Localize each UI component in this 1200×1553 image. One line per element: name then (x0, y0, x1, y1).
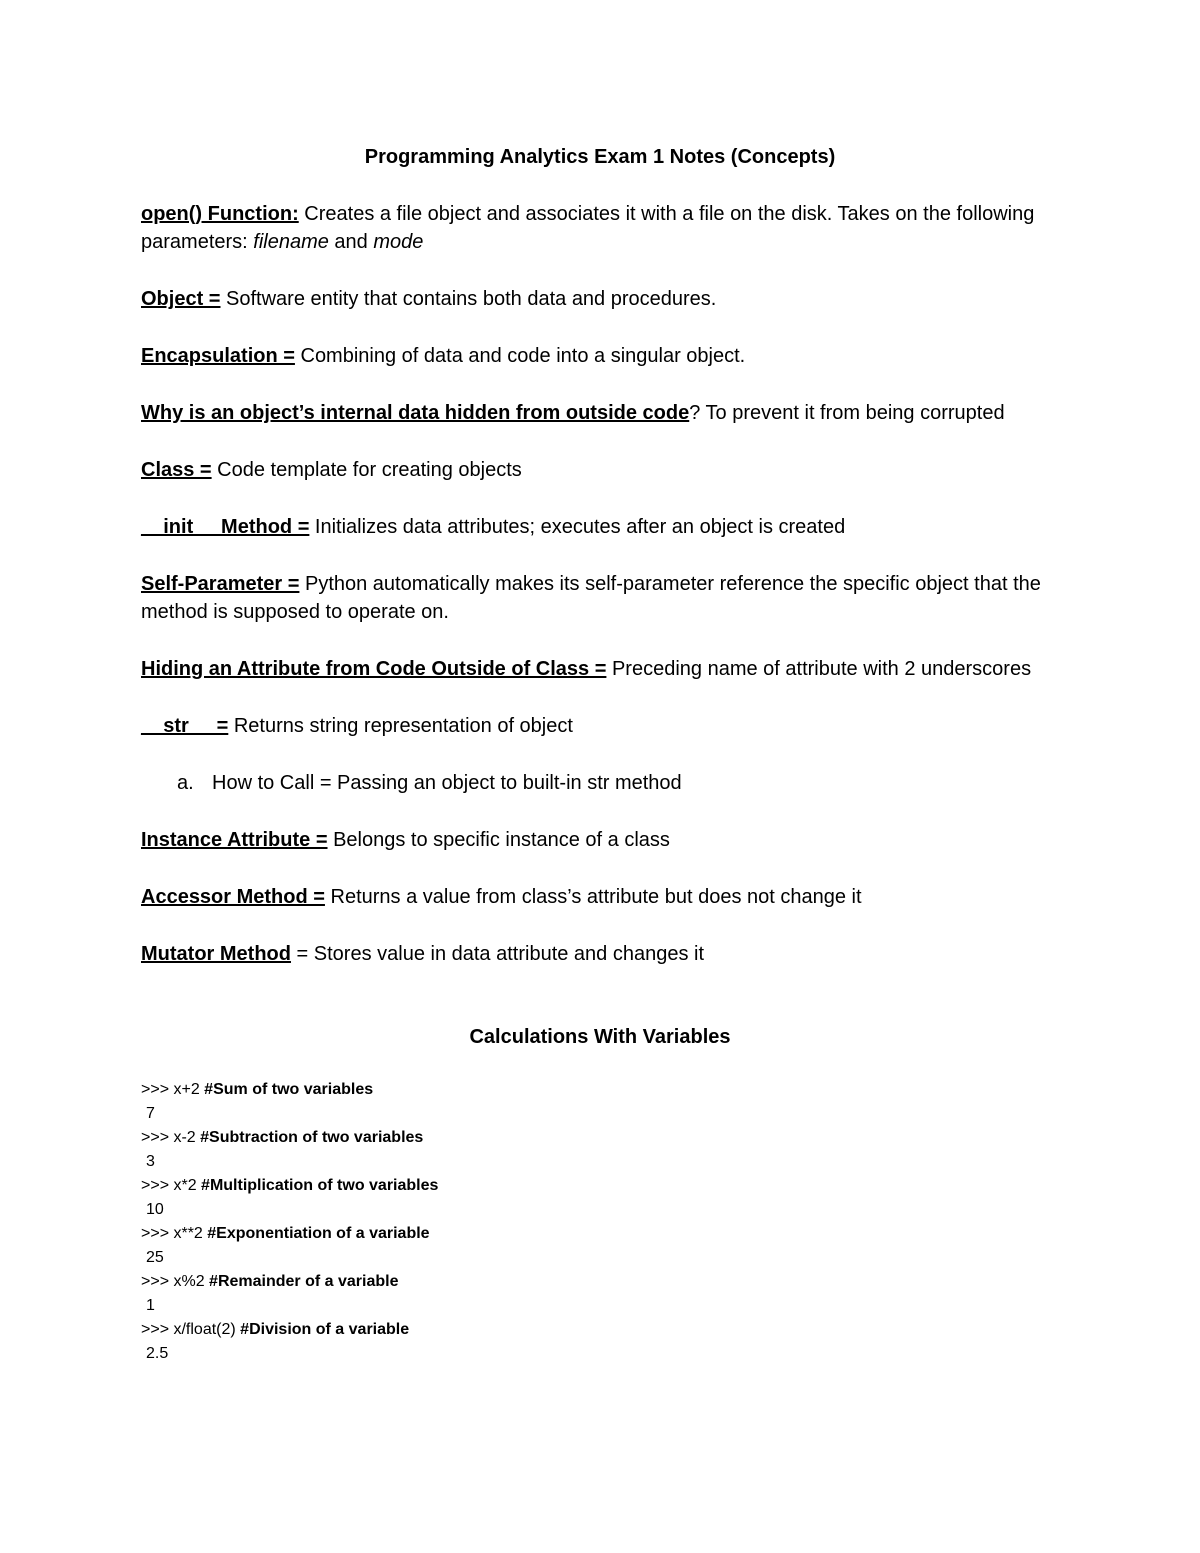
list-marker: a. (177, 772, 194, 794)
note-hidden-data (141, 399, 1061, 427)
term-label: __init__ Method = (141, 516, 310, 538)
calc-comment: #Multiplication of two variables (201, 1177, 439, 1194)
calc-result: 3 (146, 1153, 155, 1170)
note-hiding-attribute (141, 655, 1061, 683)
term-label: Accessor Method = (141, 886, 325, 908)
definition-text: Belongs to specific instance of a class (327, 829, 670, 851)
term-label: Object = (141, 288, 221, 310)
calc-command-line (141, 1126, 438, 1150)
note-class (141, 456, 1061, 484)
page-title: Programming Analytics Exam 1 Notes (Concepts) (364, 146, 836, 168)
definition-text: = Stores value in data attribute and changes it (290, 943, 705, 965)
definition-text: ? To prevent it from being corrupted (689, 402, 1005, 424)
term-label: Class = (141, 459, 212, 481)
calc-result: 25 (146, 1249, 164, 1266)
note-object (141, 285, 1061, 313)
note-mutator-method (141, 940, 1061, 968)
param-mode: mode (373, 231, 424, 253)
calculations-block (141, 1078, 438, 1366)
calc-command-line (141, 1222, 438, 1246)
calc-result: 1 (146, 1297, 155, 1314)
calc-command-line (141, 1270, 438, 1294)
calc-comment: #Sum of two variables (204, 1081, 374, 1098)
sub-item-text: How to Call = Passing an object to built-in str method (212, 772, 682, 794)
term-label: Hiding an Attribute from Code Outside of Class = (141, 658, 607, 680)
param-filename: filename (253, 231, 329, 253)
calc-comment: #Exponentiation of a variable (207, 1225, 430, 1242)
term-label: Self-Parameter = (141, 573, 300, 595)
definition-text: Preceding name of attribute with 2 underscores (606, 658, 1032, 680)
calc-command: >>> x-2 (141, 1129, 201, 1146)
definition-text: Combining of data and code into a singular object. (294, 345, 746, 367)
definition-text: and (328, 231, 374, 253)
definition-text: Initializes data attributes; executes after an object is created (309, 516, 846, 538)
note-str-sub-item (141, 769, 1061, 797)
note-instance-attribute (141, 826, 1061, 854)
term-label: Instance Attribute = (141, 829, 328, 851)
definition-text: Software entity that contains both data and procedures. (220, 288, 717, 310)
definition-text: Returns a value from class’s attribute but does not change it (324, 886, 862, 908)
note-self-parameter (141, 570, 1061, 626)
definition-text: Creates a file object and associates it with a file on the disk. Takes on the following parameters: (141, 203, 1035, 253)
term-label: open() Function: (141, 203, 299, 225)
note-encapsulation (141, 342, 1061, 370)
notes-list (141, 200, 1061, 997)
calc-command-line (141, 1174, 438, 1198)
term-label: Mutator Method (141, 943, 291, 965)
calc-command-line (141, 1078, 438, 1102)
calc-comment: #Remainder of a variable (209, 1273, 399, 1290)
calc-comment: #Subtraction of two variables (200, 1129, 424, 1146)
calc-command: >>> x*2 (141, 1177, 202, 1194)
definition-text: Code template for creating objects (211, 459, 522, 481)
calc-command: >>> x**2 (141, 1225, 208, 1242)
calc-command-line (141, 1318, 438, 1342)
calc-command: >>> x+2 (141, 1081, 205, 1098)
term-label: Why is an object’s internal data hidden from outside code (141, 402, 690, 424)
note-init-method (141, 513, 1061, 541)
calc-result: 7 (146, 1105, 155, 1122)
term-label: Encapsulation = (141, 345, 295, 367)
note-str-method (141, 712, 1061, 740)
note-accessor-method (141, 883, 1061, 911)
calc-command: >>> x/float(2) (141, 1321, 241, 1338)
calc-result: 10 (146, 1201, 164, 1218)
calc-result: 2.5 (146, 1345, 169, 1362)
term-label: __str__ = (141, 715, 229, 737)
note-open-function (141, 200, 1061, 256)
calc-comment: #Division of a variable (240, 1321, 410, 1338)
definition-text: Python automatically makes its self-parameter reference the specific object that the method is supposed to operate on. (141, 573, 1041, 623)
calc-command: >>> x%2 (141, 1273, 210, 1290)
definition-text: Returns string representation of object (228, 715, 573, 737)
calculations-heading: Calculations With Variables (469, 1026, 731, 1048)
